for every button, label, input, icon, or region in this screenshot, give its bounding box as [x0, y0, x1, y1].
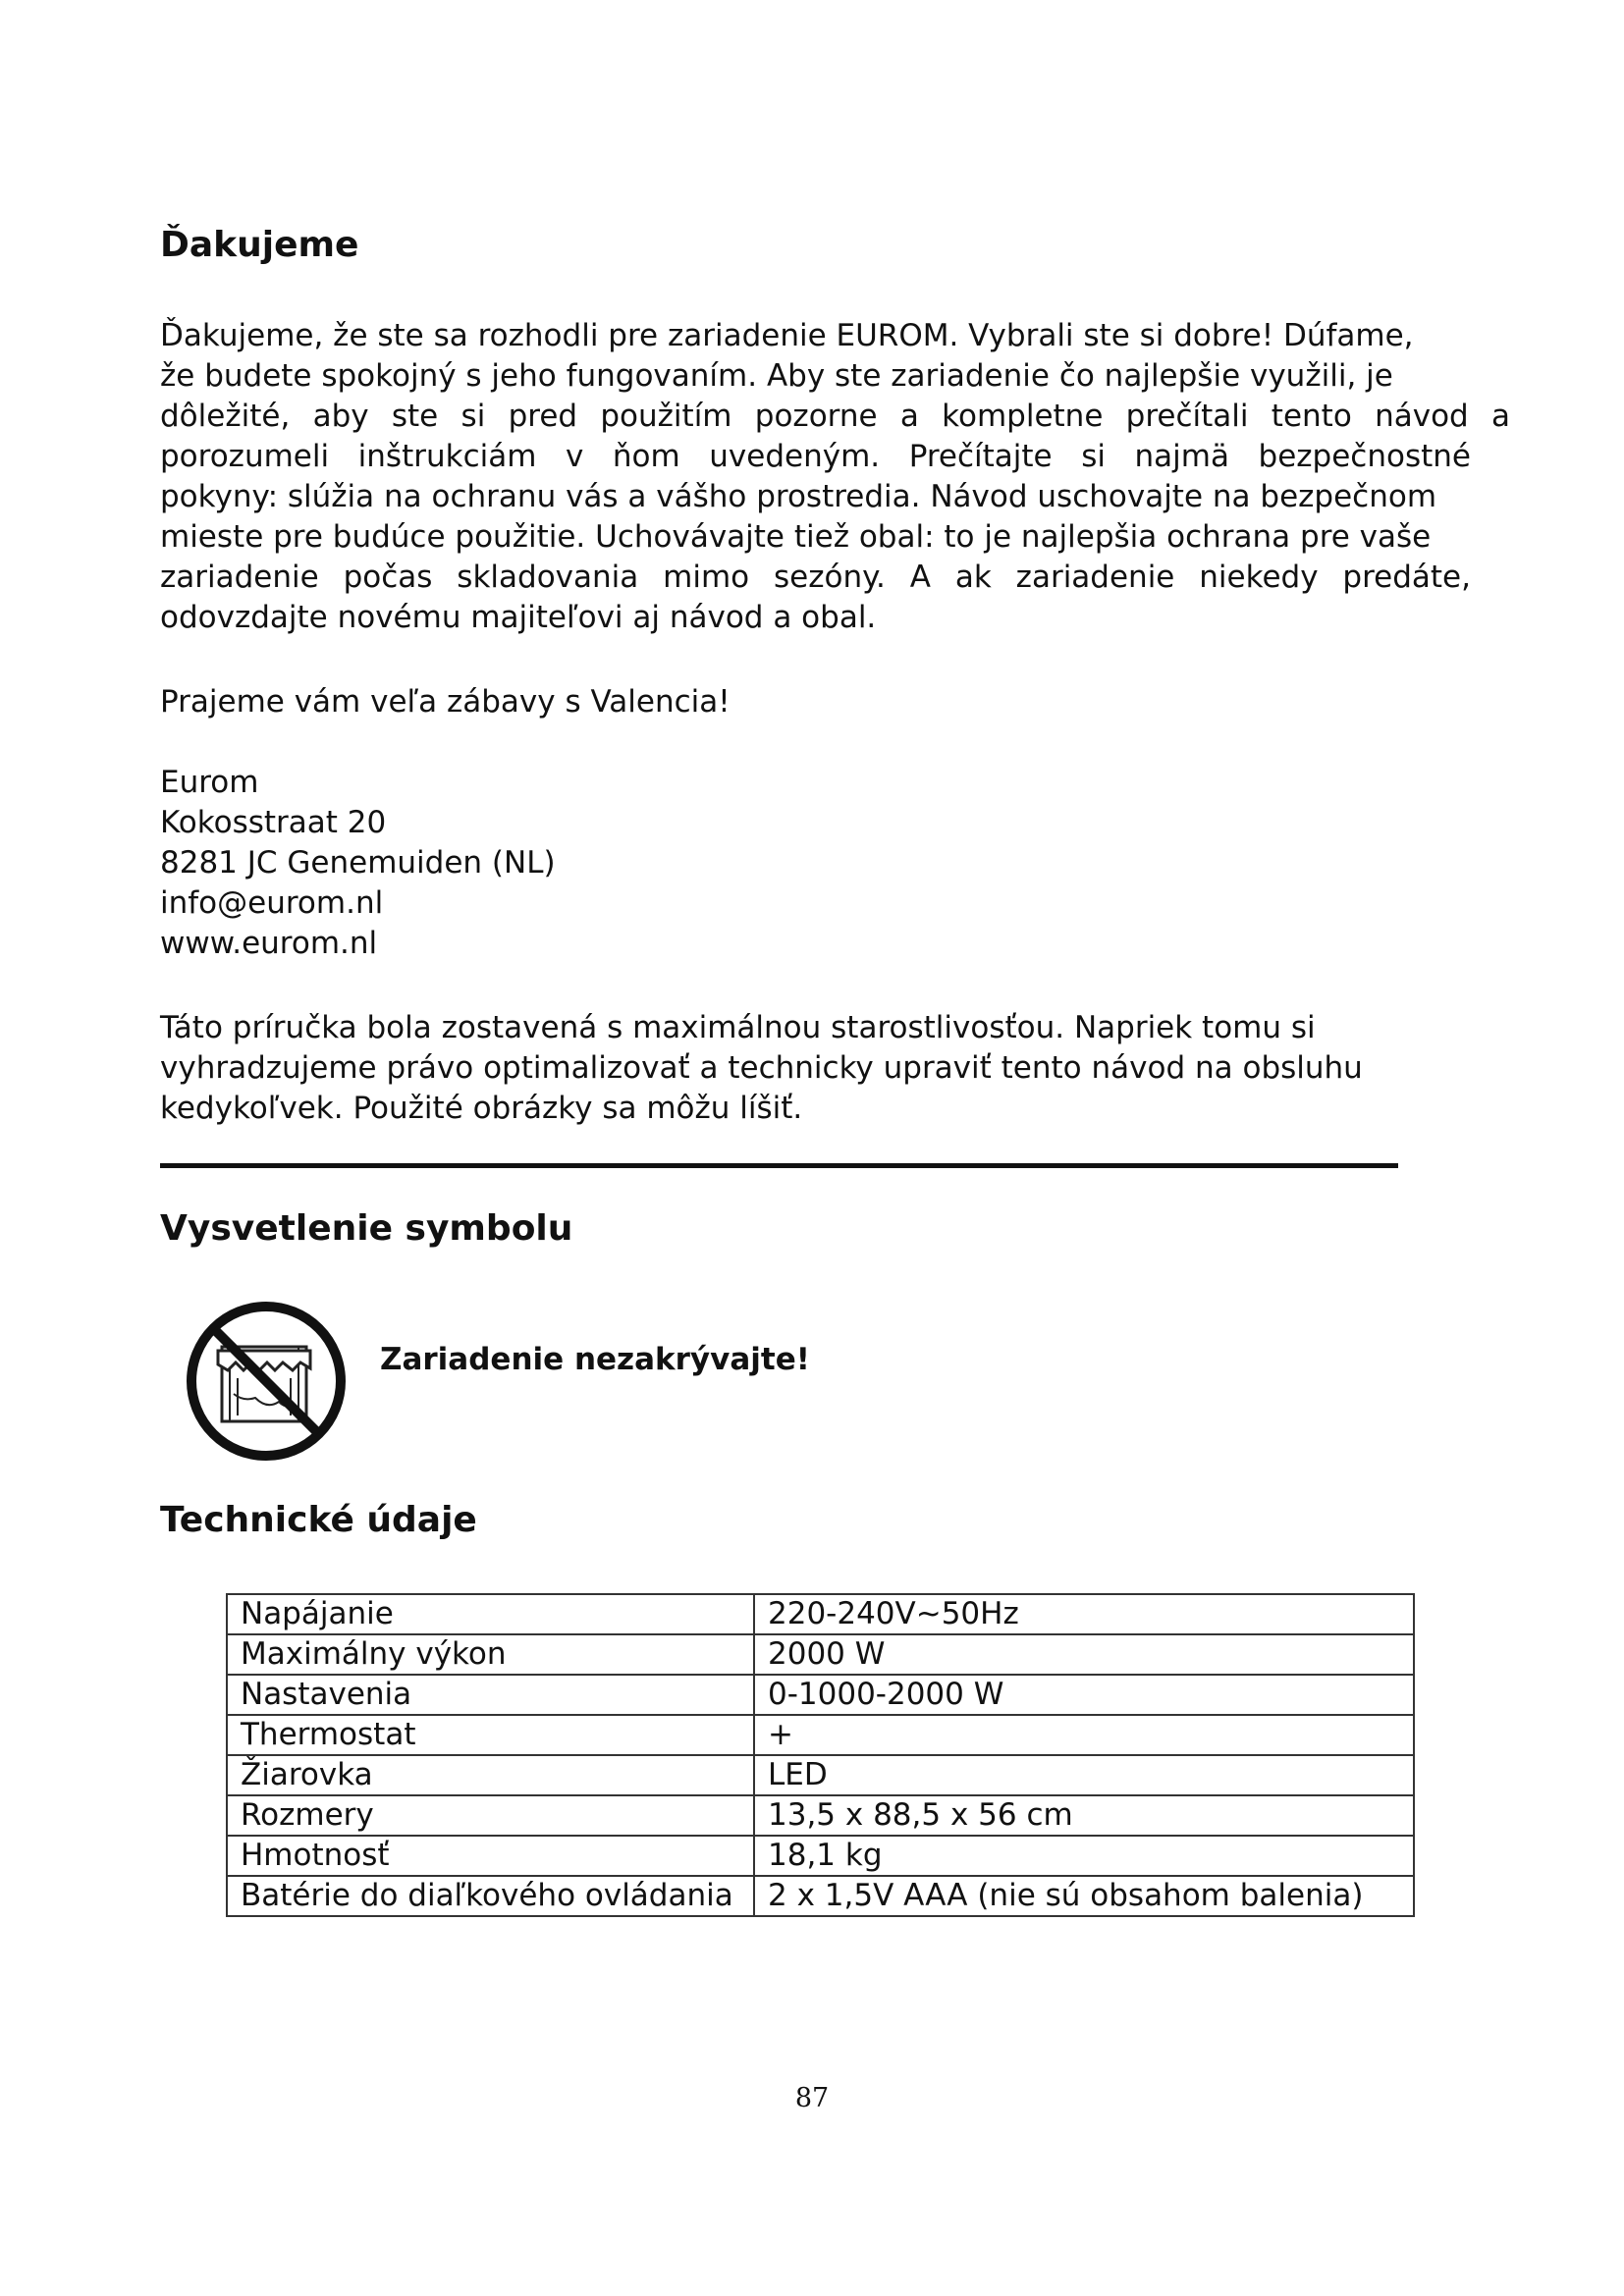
- disclaimer-line: kedykoľvek. Použité obrázky sa môžu líšiť.: [160, 1091, 803, 1126]
- spec-value: 2 x 1,5V AAA (nie sú obsahom balenia): [754, 1876, 1414, 1916]
- table-row: [227, 1755, 1414, 1795]
- intro-line: odovzdajte novému majiteľovi aj návod a obal.: [160, 600, 877, 635]
- spec-value: 2000 W: [754, 1634, 1414, 1675]
- intro-line: že budete spokojný s jeho fungovaním. Aby ste zariadenie čo najlepšie využili, je: [160, 358, 1393, 394]
- intro-line: zariadenie počas skladovania mimo sezóny. A ak zariadenie niekedy predáte,: [160, 560, 1471, 595]
- do-not-cover-icon: [185, 1300, 348, 1463]
- table-row: [227, 1876, 1414, 1916]
- section-divider: [160, 1163, 1398, 1168]
- spec-label: Rozmery: [227, 1795, 754, 1836]
- table-row: [227, 1836, 1414, 1876]
- wish-text: [160, 682, 1515, 722]
- do-not-cover-label: Zariadenie nezakrývajte!: [380, 1342, 810, 1377]
- intro-line: mieste pre budúce použitie. Uchovávajte tiež obal: to je najlepšia ochrana pre vaše: [160, 519, 1432, 555]
- spec-label: Maximálny výkon: [227, 1634, 754, 1675]
- disclaimer-paragraph: [160, 1008, 1515, 1129]
- symbols-heading: Vysvetlenie symbolu: [160, 1208, 573, 1249]
- table-row: [227, 1715, 1414, 1755]
- spec-value: LED: [754, 1755, 1414, 1795]
- spec-label: Thermostat: [227, 1715, 754, 1755]
- email-address: info@eurom.nl: [160, 885, 384, 921]
- intro-line: Ďakujeme, že ste sa rozhodli pre zariadenie EUROM. Vybrali ste si dobre! Dúfame,: [160, 318, 1414, 353]
- specs-table: [226, 1593, 1415, 1917]
- intro-line: dôležité, aby ste si pred použitím pozorne a kompletne prečítali tento návod a: [160, 399, 1510, 434]
- disclaimer-line: vyhradzujeme právo optimalizovať a technicky upraviť tento návod na obsluhu: [160, 1050, 1363, 1086]
- thanks-heading: Ďakujeme: [160, 225, 359, 265]
- disclaimer-line: Táto príručka bola zostavená s maximálnou starostlivosťou. Napriek tomu si: [160, 1010, 1316, 1045]
- spec-label: Batérie do diaľkového ovládania: [227, 1876, 754, 1916]
- company-name: Eurom: [160, 765, 259, 800]
- intro-line: porozumeli inštrukciám v ňom uvedeným. Prečítajte si najmä bezpečnostné: [160, 439, 1471, 474]
- street-address: Kokosstraat 20: [160, 805, 387, 840]
- table-row: [227, 1795, 1414, 1836]
- website-address: www.eurom.nl: [160, 926, 378, 961]
- spec-label: Žiarovka: [227, 1755, 754, 1795]
- table-row: [227, 1594, 1414, 1634]
- wish-line: Prajeme vám veľa zábavy s Valencia!: [160, 684, 731, 720]
- tech-heading: Technické údaje: [160, 1500, 477, 1540]
- address-block: [160, 763, 1515, 964]
- spec-label: Napájanie: [227, 1594, 754, 1634]
- city-address: 8281 JC Genemuiden (NL): [160, 845, 556, 881]
- spec-label: Hmotnosť: [227, 1836, 754, 1876]
- page-number: 87: [794, 2083, 830, 2113]
- spec-value: 18,1 kg: [754, 1836, 1414, 1876]
- spec-value: 0-1000-2000 W: [754, 1675, 1414, 1715]
- spec-value: +: [754, 1715, 1414, 1755]
- spec-value: 220-240V~50Hz: [754, 1594, 1414, 1634]
- table-row: [227, 1675, 1414, 1715]
- spec-value: 13,5 x 88,5 x 56 cm: [754, 1795, 1414, 1836]
- table-row: [227, 1634, 1414, 1675]
- spec-label: Nastavenia: [227, 1675, 754, 1715]
- intro-line: pokyny: slúžia na ochranu vás a vášho prostredia. Návod uschovajte na bezpečnom: [160, 479, 1437, 514]
- intro-paragraph: [160, 316, 1515, 638]
